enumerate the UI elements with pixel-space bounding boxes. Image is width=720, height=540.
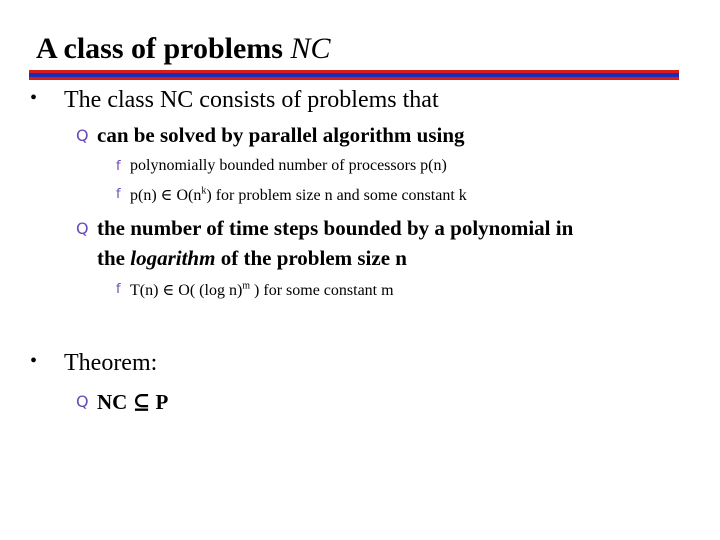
- logarithm-emphasis: logarithm: [130, 246, 216, 270]
- item-text: p(n): [130, 187, 161, 204]
- theorem-left: NC: [97, 390, 133, 414]
- bullet-nc-definition: The class NC consists of problems that: [64, 87, 439, 113]
- sub-sub-bullet-icon: f: [116, 159, 121, 174]
- item-text: the: [97, 246, 131, 270]
- theorem-right: P: [150, 390, 169, 414]
- bullet-theorem: Theorem:: [64, 350, 158, 376]
- item-text: ) for problem size n and some constant k: [206, 187, 467, 204]
- bullet-dot-icon: •: [30, 87, 38, 109]
- sub-bullet-time-steps-line1: the number of time steps bounded by a polynomial in: [97, 216, 574, 240]
- sub-bullet-time-steps-line2: [97, 246, 407, 271]
- sub-bullet-icon: Q: [76, 219, 89, 238]
- sub-sub-bullet-icon: f: [116, 187, 121, 202]
- exponent: m: [242, 280, 251, 292]
- slide-title-italic: NC: [290, 32, 331, 65]
- title-rule-red-bottom: [29, 77, 679, 80]
- item-text: O(n: [172, 187, 202, 204]
- theorem-statement: [97, 389, 168, 415]
- item-text: ) for some constant m: [250, 282, 394, 299]
- element-of-symbol: ∈: [160, 187, 173, 204]
- sub-sub-bullet-icon: f: [116, 282, 121, 297]
- item-time-bound: [130, 280, 394, 300]
- item-problem-size: [130, 185, 467, 205]
- bullet-dot-icon: •: [30, 350, 38, 372]
- item-text: O( (log n): [174, 282, 243, 299]
- sub-bullet-icon: Q: [76, 392, 89, 411]
- item-text: of the problem size n: [215, 246, 407, 270]
- item-text: T(n): [130, 282, 163, 299]
- exponent: k: [201, 185, 207, 197]
- subset-symbol: ⊆: [132, 390, 151, 414]
- item-processors: polynomially bounded number of processors p(n): [130, 157, 447, 174]
- slide-title: [36, 32, 331, 66]
- slide-title-main: A class of problems: [36, 32, 291, 65]
- element-of-symbol: ∈: [162, 282, 175, 299]
- sub-bullet-icon: Q: [76, 126, 89, 145]
- sub-bullet-parallel-algorithm: can be solved by parallel algorithm using: [97, 123, 465, 147]
